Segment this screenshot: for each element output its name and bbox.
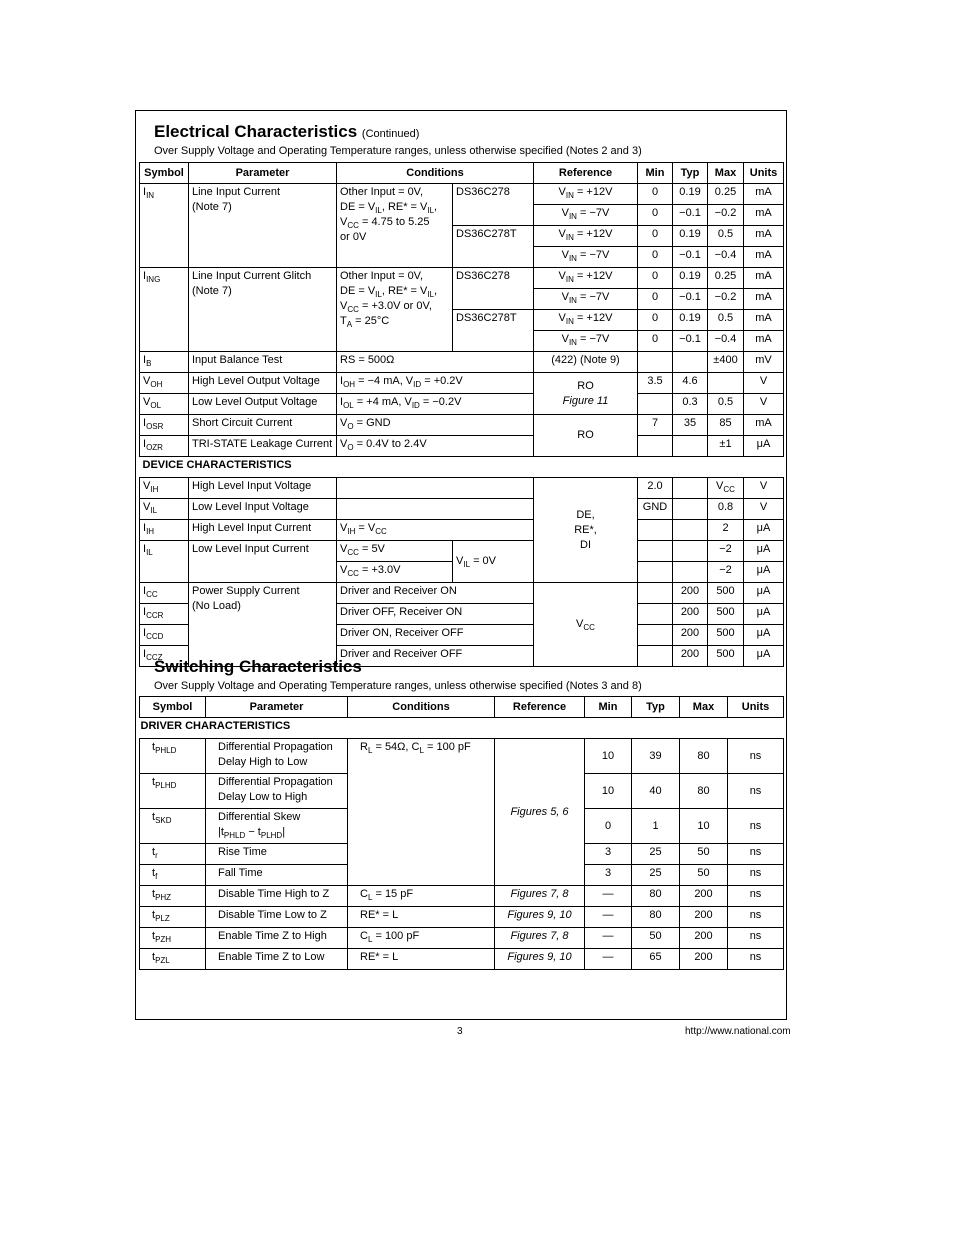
device-cell: DS36C278: [453, 184, 534, 226]
table-row: $I_{CC}$ Power Supply Current (No Load) Driver and Receiver ON $V_{CC}$ 200 500 μA: [140, 583, 784, 604]
parameter-cell: Line Input Current (Note 7): [189, 184, 337, 268]
table-row: $V_{IN} = -7V$ 0 −0.1 −0.4 mA: [140, 247, 784, 268]
symbol-cell: $I_{IN}$: [140, 184, 189, 268]
table-row: $I_{OZR}$ TRI-STATE Leakage Current $V_O = 0.4V$ to 2.4V ±1 μA: [140, 436, 784, 457]
header-parameter: Parameter: [189, 163, 337, 184]
header-reference: Reference: [534, 163, 638, 184]
table-header-row: [140, 163, 784, 184]
table-row: $V_{IH}$ High Level Input Voltage DE, RE*, DI 2.0 $V_{CC}$ V: [140, 478, 784, 499]
conditions-cell: Other Input = 0V, DE = $V_{IL}$, $RE* = V_{IL}$, $V_{CC} = 4.75$ to 5.25 or 0V: [337, 184, 453, 268]
table-row: $V_{OL}$ Low Level Output Voltage $I_{OL} = +4$ mA, $V_{ID} = -0.2V$ 0.3 0.5 V: [140, 394, 784, 415]
table-row: $V_{IL}$ Low Level Input Voltage GND 0.8 V: [140, 499, 784, 520]
table-row: $t_{SKD}$ Differential Skew $|t_{PHLD} - t_{PLHD}|$ 0 1 10 ns: [140, 809, 784, 844]
header-typ: Typ: [673, 163, 708, 184]
table-row: $t_r$ Rise Time 3 25 50 ns: [140, 844, 784, 865]
table-row: $I_{CCZ}$ Driver and Receiver OFF 200 500 μA: [140, 646, 784, 667]
header-min: Min: [638, 163, 673, 184]
page-number: 3: [457, 1026, 463, 1037]
header-conditions: Conditions: [337, 163, 534, 184]
electrical-characteristics-subtitle: Over Supply Voltage and Operating Temperature ranges, unless otherwise specified (Notes 2 and 3): [154, 145, 642, 157]
header-units: Units: [744, 163, 784, 184]
table-row: DS36C278T $V_{IN} = +12V$ 0 0.19 0.5 mA: [140, 226, 784, 247]
table-row: $I_{OSR}$ Short Circuit Current $V_O$ = GND RO 7 35 85 mA: [140, 415, 784, 436]
header-max: Max: [708, 163, 744, 184]
table-row: $I_{CCD}$ Driver ON, Receiver OFF 200 500 μA: [140, 625, 784, 646]
table-row: $I_B$ Input Balance Test RS = 500Ω (422) (Note 9) ±400 mV: [140, 352, 784, 373]
reference-cell: $V_{IN} = +12V$: [534, 184, 638, 205]
table-row: $t_{PHZ}$ Disable Time High to Z $C_L = 15$ pF Figures 7, 8 — 80 200 ns: [140, 886, 784, 907]
header-symbol: Symbol: [140, 163, 189, 184]
table-row: $t_{PLZ}$ Disable Time Low to Z RE* = L Figures 9, 10 — 80 200 ns: [140, 907, 784, 928]
table-row: $V_{CC} = +3.0V$ −2 μA: [140, 562, 784, 583]
table-row: DS36C278T $V_{IN} = +12V$ 0 0.19 0.5 mA: [140, 310, 784, 331]
table-row: $t_{PZH}$ Enable Time Z to High $C_L = 100$ pF Figures 7, 8 — 50 200 ns: [140, 928, 784, 949]
switching-characteristics-table: [139, 696, 784, 970]
table-row: $I_{IH}$ High Level Input Current $V_{IH} = V_{CC}$ 2 μA: [140, 520, 784, 541]
table-row: $V_{OH}$ High Level Output Voltage $I_{OH} = -4$ mA, $V_{ID} = +0.2V$ RO Figure 11 3.5 4.6 V: [140, 373, 784, 394]
switching-characteristics-subtitle: Over Supply Voltage and Operating Temperature ranges, unless otherwise specified (Notes 3 and 8): [154, 680, 642, 692]
table-row: $V_{IN} = -7V$ 0 −0.1 −0.4 mA: [140, 331, 784, 352]
table-row: $t_f$ Fall Time 3 25 50 ns: [140, 865, 784, 886]
table-row: $I_{IN}$ Line Input Current (Note 7) Other Input = 0V, DE = $V_{IL}$, $RE* = V_{IL}$, $V_{CC} = 4.75$ to 5.25 or 0V DS36C278 $V_{IN} = +12V$ 0 0.19 0.25 mA: [140, 184, 784, 205]
electrical-characteristics-title: Electrical Characteristics (Continued): [154, 122, 420, 141]
electrical-characteristics-table: [139, 162, 784, 667]
table-row: $I_{IL}$ Low Level Input Current $V_{CC} = 5V$ $V_{IL} = 0V$ −2 μA: [140, 541, 784, 562]
table-row: $V_{IN} = -7V$ 0 −0.1 −0.2 mA: [140, 205, 784, 226]
switching-characteristics-title: Switching Characteristics: [154, 657, 362, 676]
table-header-row: Symbol Parameter Conditions Reference Min Typ Max Units: [140, 697, 784, 718]
table-row: $t_{PLHD}$ Differential Propagation Delay Low to High 10 40 80 ns: [140, 774, 784, 809]
table-row: $I_{ING}$ Line Input Current Glitch (Note 7) Other Input = 0V, DE = $V_{IL}$, $RE* = V_{IL}$, $V_{CC} = +3.0V$ or 0V, $T_A = 25^\circ C$ DS36C278 $V_{IN} = +12V$ 0 0.19 0.25 mA: [140, 268, 784, 289]
table-row: $t_{PHLD}$ Differential Propagation Delay High to Low $R_L = 54\Omega$, $C_L = 100$ pF Figures 5, 6 10 39 80 ns: [140, 739, 784, 774]
table-row: $t_{PZL}$ Enable Time Z to Low RE* = L Figures 9, 10 — 65 200 ns: [140, 949, 784, 970]
driver-characteristics-heading: DRIVER CHARACTERISTICS: [140, 718, 784, 739]
table-row: $V_{IN} = -7V$ 0 −0.1 −0.2 mA: [140, 289, 784, 310]
table-row: $I_{CCR}$ Driver OFF, Receiver ON 200 500 μA: [140, 604, 784, 625]
device-characteristics-heading: DEVICE CHARACTERISTICS: [140, 457, 784, 478]
footer-url[interactable]: http://www.national.com: [685, 1026, 791, 1037]
